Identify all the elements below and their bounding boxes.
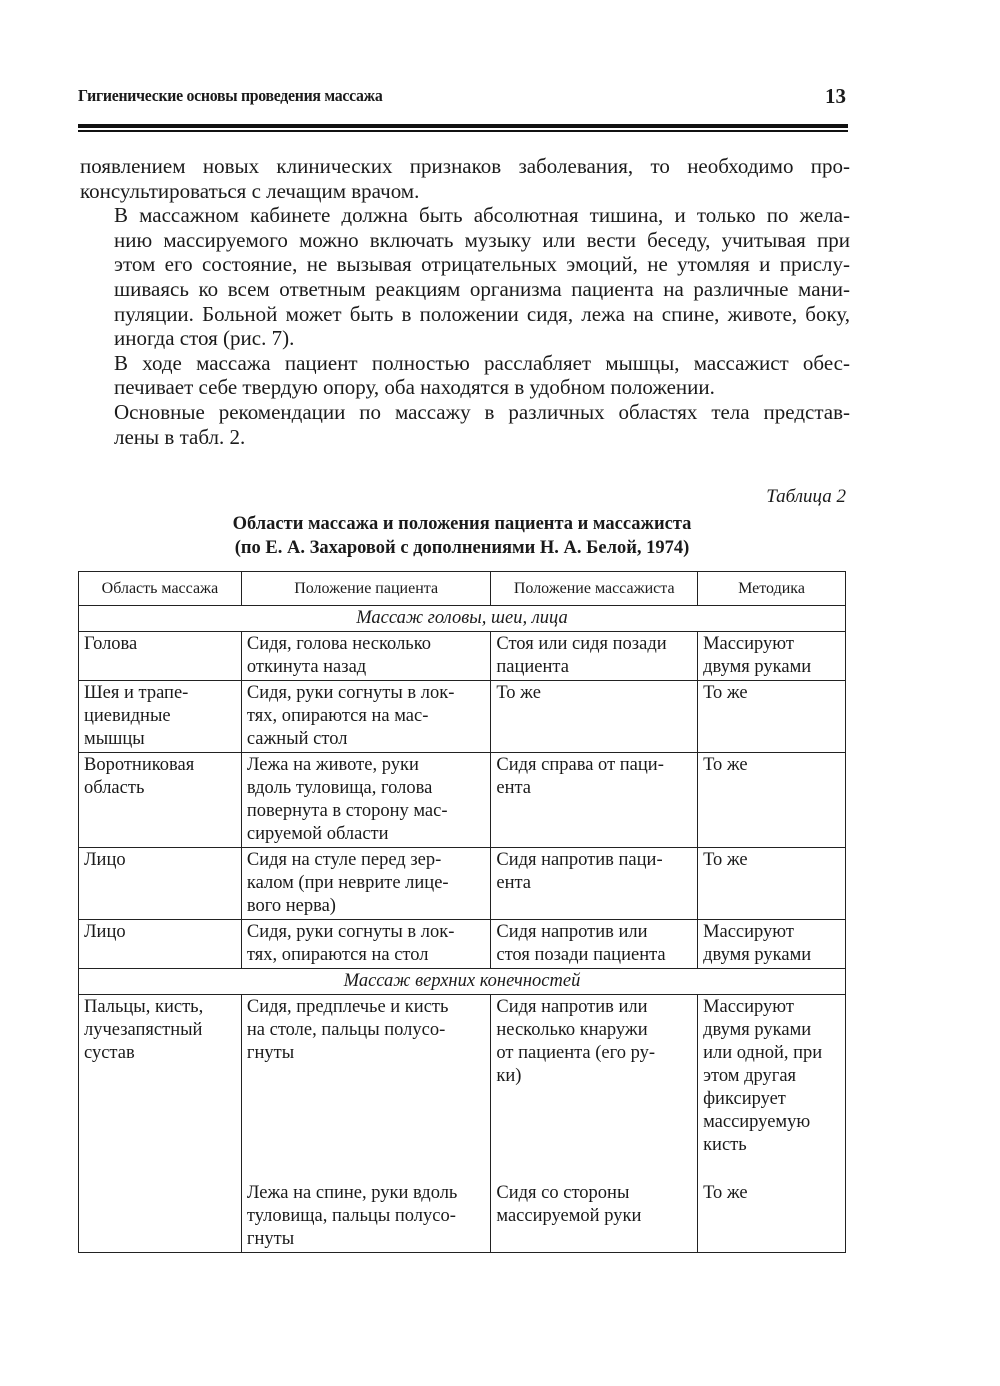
section-title: Массаж верхних конечностей xyxy=(79,969,846,995)
paragraph-2 xyxy=(80,203,850,351)
section-title: Массаж головы, шеи, лица xyxy=(79,606,846,632)
cell-line: ента xyxy=(496,778,532,798)
column-header-patient-position: Положение пациента xyxy=(241,572,491,606)
table-header-row xyxy=(79,572,846,606)
cell-line: кисть xyxy=(703,1135,747,1155)
column-header-therapist-position: Положение массажиста xyxy=(491,572,698,606)
cell-spacer xyxy=(496,1088,692,1180)
column-header-method: Методика xyxy=(698,572,846,606)
cell-line: То же xyxy=(496,683,541,703)
page-header xyxy=(78,86,846,112)
header-rule-thin xyxy=(78,130,848,132)
text-line: пуляции. Больной может быть в положении сидя, лежа на спине, животе, боку, xyxy=(114,301,850,326)
cell-line: откинута назад xyxy=(246,657,367,677)
cell-line: двумя руками xyxy=(703,657,812,677)
paragraph-1 xyxy=(80,154,850,203)
cell-line: повернута в сторону мас- xyxy=(246,801,448,821)
cell-line: Пальцы, кисть, xyxy=(84,997,204,1017)
table-row xyxy=(79,632,846,681)
cell-line: Лежа на спине, руки вдоль xyxy=(246,1183,458,1203)
cell-patient-position xyxy=(241,1181,491,1253)
text-line: лены в табл. 2. xyxy=(114,424,246,449)
table-title-line-2: (по Е. А. Захаровой с дополнениями Н. А. Белой, 1974) xyxy=(234,538,690,558)
cell-line: Сидя на стуле перед зер- xyxy=(246,850,442,870)
cell-patient-position xyxy=(241,681,491,753)
cell-therapist-position xyxy=(491,995,698,1182)
cell-line: Лежа на животе, руки xyxy=(246,755,419,775)
cell-method xyxy=(698,920,846,969)
cell-area xyxy=(79,848,242,920)
text-line: появлением новых клинических признаков заболевания, то необходимо про- xyxy=(80,154,850,178)
header-rule-thick xyxy=(78,124,848,128)
cell-line: вдоль туловища, голова xyxy=(246,778,433,798)
cell-line: на столе, пальцы полусо- xyxy=(246,1020,446,1040)
text-line: Основные рекомендации по массажу в различных областях тела представ- xyxy=(114,399,850,424)
cell-method xyxy=(698,848,846,920)
cell-line: Массируют xyxy=(703,997,794,1017)
cell-line: циевидные xyxy=(84,706,171,726)
cell-line: область xyxy=(84,778,145,798)
cell-therapist-position xyxy=(491,681,698,753)
cell-line: Сидя со стороны xyxy=(496,1183,630,1203)
cell-therapist-position xyxy=(491,1181,698,1253)
cell-line: этом другая xyxy=(703,1066,797,1086)
text-line: иногда стоя (рис. 7). xyxy=(114,326,295,351)
cell-line: массируемой руки xyxy=(496,1206,642,1226)
text-line: этом его состояние, не вызывая отрицательных эмоций, не утомляя и прислу- xyxy=(114,252,850,277)
cell-line: тях, опираются на стол xyxy=(246,945,429,965)
cell-method xyxy=(698,995,846,1182)
text-line: консультироваться с лечащим врачом. xyxy=(80,178,420,203)
cell-line: Сидя, руки согнуты в лок- xyxy=(246,922,455,942)
cell-line: Сидя, предплечье и кисть xyxy=(246,997,449,1017)
running-title: Гигиенические основы проведения массажа xyxy=(78,86,383,105)
text-line: В массажном кабинете должна быть абсолютная тишина, и только по жела- xyxy=(114,203,850,228)
cell-method xyxy=(698,632,846,681)
cell-area xyxy=(79,632,242,681)
cell-line: или одной, при xyxy=(703,1043,823,1063)
table-label: Таблица 2 xyxy=(766,486,846,507)
cell-line: Сидя справа от паци- xyxy=(496,755,664,775)
cell-line: сустав xyxy=(84,1043,135,1063)
cell-line: Массируют xyxy=(703,634,794,654)
cell-line: Воротниковая xyxy=(84,755,195,775)
text-line: В ходе массажа пациент полностью расслабляет мышцы, массажист обес- xyxy=(114,350,850,375)
cell-patient-position xyxy=(241,753,491,848)
paragraph-4 xyxy=(80,400,850,449)
cell-line: Лицо xyxy=(84,850,126,870)
cell-area xyxy=(79,920,242,969)
cell-line: То же xyxy=(703,755,748,775)
cell-line: фиксирует xyxy=(703,1089,786,1109)
cell-spacer xyxy=(247,1065,486,1157)
cell-line: стоя позади пациента xyxy=(496,945,666,965)
cell-method xyxy=(698,681,846,753)
cell-therapist-position xyxy=(491,632,698,681)
cell-line: несколько кнаружи xyxy=(496,1020,648,1040)
cell-line: вого нерва) xyxy=(246,896,336,916)
cell-patient-position xyxy=(241,632,491,681)
cell-line: Сидя, голова несколько xyxy=(246,634,432,654)
cell-line: Лицо xyxy=(84,922,126,942)
cell-line: сажный стол xyxy=(246,729,348,749)
cell-line: калом (при неврите лице- xyxy=(246,873,449,893)
cell-line: Сидя напротив или xyxy=(496,922,648,942)
cell-line: Сидя напротив паци- xyxy=(496,850,663,870)
column-header-area: Область массажа xyxy=(79,572,242,606)
cell-line: То же xyxy=(703,1183,748,1203)
cell-method xyxy=(698,1181,846,1253)
body-text xyxy=(80,154,850,449)
cell-patient-position xyxy=(241,920,491,969)
text-line: печивает себе твердую опору, оба находятся в удобном положении. xyxy=(114,375,715,400)
cell-therapist-position xyxy=(491,920,698,969)
table-row xyxy=(79,920,846,969)
cell-line: гнуты xyxy=(246,1229,295,1249)
cell-line: Шея и трапе- xyxy=(84,683,189,703)
cell-line: То же xyxy=(703,850,748,870)
cell-line: Стоя или сидя позади xyxy=(496,634,667,654)
table-row xyxy=(79,681,846,753)
cell-line: Сидя напротив или xyxy=(496,997,648,1017)
cell-therapist-position xyxy=(491,753,698,848)
cell-line: лучезапястный xyxy=(84,1020,203,1040)
cell-method xyxy=(698,753,846,848)
paragraph-3 xyxy=(80,351,850,400)
table-row xyxy=(79,848,846,920)
table-title xyxy=(78,512,846,560)
massage-table xyxy=(78,571,846,1253)
cell-line: мышцы xyxy=(84,729,145,749)
page-number: 13 xyxy=(825,84,846,108)
cell-line: Массируют xyxy=(703,922,794,942)
cell-line: То же xyxy=(703,683,748,703)
cell-line: ента xyxy=(496,873,532,893)
cell-line: туловища, пальцы полусо- xyxy=(246,1206,456,1226)
cell-line: сируемой области xyxy=(246,824,389,844)
cell-area xyxy=(79,681,242,753)
cell-patient-position xyxy=(241,995,491,1182)
cell-patient-position xyxy=(241,848,491,920)
cell-line: пациента xyxy=(496,657,569,677)
cell-line: от пациента (его ру- xyxy=(496,1043,656,1063)
cell-area xyxy=(79,995,242,1253)
table-title-line-1: Области массажа и положения пациента и массажиста xyxy=(232,514,692,534)
cell-line: двумя руками xyxy=(703,1020,812,1040)
table-row xyxy=(79,753,846,848)
cell-line: Голова xyxy=(84,634,138,654)
cell-line: двумя руками xyxy=(703,945,812,965)
cell-line: Сидя, руки согнуты в лок- xyxy=(246,683,455,703)
cell-therapist-position xyxy=(491,848,698,920)
section-row xyxy=(79,969,846,995)
cell-area xyxy=(79,753,242,848)
section-row xyxy=(79,606,846,632)
cell-line: массируемую xyxy=(703,1112,811,1132)
text-line: шиваясь ко всем ответным реакциям организма пациента на различные мани- xyxy=(114,276,850,301)
cell-line: гнуты xyxy=(246,1043,295,1063)
cell-line: ки) xyxy=(496,1066,522,1086)
text-line: нию массируемого можно включать музыку или вести беседу, учитывая при xyxy=(114,227,850,252)
table-row xyxy=(79,995,846,1182)
cell-line: тях, опираются на мас- xyxy=(246,706,429,726)
